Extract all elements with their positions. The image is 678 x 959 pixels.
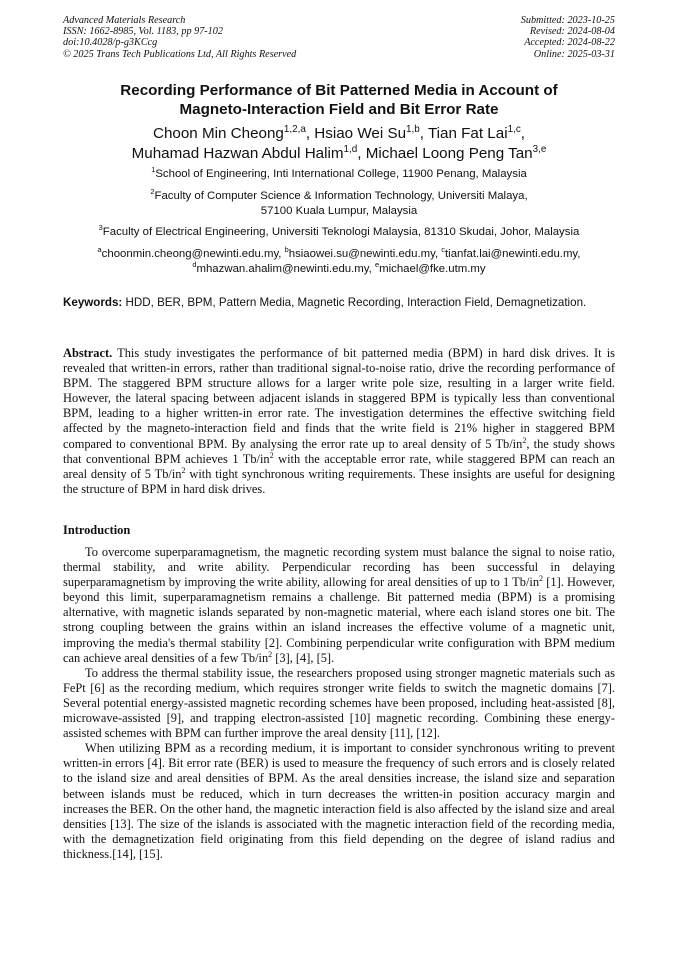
affiliation-2: $^2$Faculty of Computer Science & Information Technology, Universiti Malaya, 57100 Kuala Lumpur, Malaysia (150, 187, 528, 217)
journal-name: Advanced Materials Research (63, 15, 186, 26)
abstract: Abstract. This study investigates the performance of bit patterned media (BPM) in hard disk drives. It is revealed that written-in errors, rather than traditional signal-to-noise ratio, drive the recording performance of BPM. The staggered BPM structure allows for a larger write pole size, resulting in a larger write field. However, the lateral spacing between adjacent islands in staggered BPM is typically less than conventional BPM, leading to a higher written-in error rate. The investigation determines the effective switching field affected by the magneto-interaction field and finds that the write field is 21% higher in staggered BPM compared to conventional BPM. By analysing the error rate up to areal density of 5 $Tb/in^2$, the study shows that conventional BPM achieves 1 $Tb/in^2$ with the acceptable error rate, while staggered BPM can reach an areal density of 5 $Tb/in^2$ with tight synchronous writing requirements. These insights are useful for designing the structure of BPM in hard disk drives. (63, 346, 615, 496)
affiliation-1: $^1$School of Engineering, Inti International College, 11900 Penang, Malaysia (151, 165, 527, 180)
abstract-label: Abstract. (63, 346, 113, 360)
author-affiliation-sup: 3,e (532, 143, 547, 155)
author-line-2: Muhamad Hazwan Abdul Halim$^{1,d}$, Michael Loong Peng Tan$^{3,e}$ (131, 143, 547, 162)
author-list (63, 124, 615, 164)
author-affiliation-sup: 1,c (507, 123, 521, 135)
copyright-line: © 2025 Trans Tech Publications Ltd, All Rights Reserved (63, 48, 297, 60)
author-name: Muhamad Hazwan Abdul Halim (131, 145, 344, 162)
author-name: Hsiao Wei Su (314, 125, 407, 142)
paragraph: When utilizing BPM as a recording medium, it is important to consider synchronous writing to prevent written-in errors [4]. Bit error rate (BER) is used to measure the frequency of such errors and is closely related to the island size and areal densities of BPM. As the areal densities increase, the island size and separation between islands must be reduced, which in turn decreases the written-in position accuracy margin and increases the BER. On the other hand, the magnetic interaction field is also affected by the island size and areal densities [13]. The size of the islands is associated with the magnetic interaction field of the recording media, with the demagnetization field originating from this field depending on the degree of island radius and thickness.[14], [15]. (63, 741, 615, 861)
keywords (63, 296, 615, 311)
revised-date: Revised: 2024-08-04 (529, 26, 615, 38)
online-date: Online: 2025-03-31 (533, 48, 615, 60)
author-affiliation-sup: 1,2,a (283, 123, 306, 135)
author-affiliation-sup: 1,d (343, 143, 358, 155)
accepted-date: Accepted: 2024-08-22 (524, 37, 615, 49)
doi-line: doi:10.4028/p-g3KCcg (63, 37, 158, 49)
section-heading-introduction: Introduction (63, 523, 131, 537)
email-link[interactable]: tianfat.lai@newinti.edu.my, (445, 248, 581, 260)
email-link[interactable]: michael@fke.utm.my (379, 262, 486, 275)
keywords-label: Keywords: (63, 296, 123, 309)
author-name: Choon Min Cheong (153, 125, 284, 142)
author-name: Tian Fat Lai (427, 125, 508, 142)
submitted-date: Submitted: 2023-10-25 (520, 15, 615, 26)
title-line-2: Magneto-Interaction Field and Bit Error Rate (179, 101, 499, 118)
affiliation-3: $^3$Faculty of Electrical Engineering, Universiti Teknologi Malaysia, 81310 Skudai, Johor, Malaysia (98, 223, 580, 238)
author-emails: $^a$choonmin.cheong@newinti.edu.my, $^b$hsiaowei.su@newinti.edu.my, $^c$tianfat.lai@newinti.edu.my, $^d$mhazwan.ahalim@newinti.edu.my, $^e$michael@fke.utm.my (97, 245, 581, 275)
issn-line: ISSN: 1662-8985, Vol. 1183, pp 97-102 (63, 26, 223, 38)
author-affiliation-sup: 1,b (406, 123, 420, 135)
email-link[interactable]: mhazwan.ahalim@newinti.edu.my, (196, 262, 375, 275)
email-link[interactable]: choonmin.cheong@newinti.edu.my, (101, 248, 285, 260)
keywords-text: HDD, BER, BPM, Pattern Media, Magnetic Recording, Interaction Field, Demagnetization. (122, 296, 587, 309)
introduction-body (63, 545, 615, 862)
paragraph: To overcome superparamagnetism, the magnetic recording system must balance the signal to noise ratio, thermal stability, and write ability. Perpendicular recording has been successful in delaying superparamagnetism by improving the write ability, allowing for areal densities of up to 1 $Tb/in^2$ [1]. However, beyond this limit, superparamagnetism remains a challenge. Bit patterned media (BPM) is a promising alternative, with magnetic islands separated by non-magnetic material, where each island stores one bit. The strong coupling between the grains within an island increases the effective volume of a magnetic unit, improving the media's thermal stability [2]. Combining perpendicular write configuration with BPM medium can achieve areal densities of a few $Tb/in^2$ [3], [4], [5]. (63, 545, 615, 665)
journal-header (63, 15, 296, 60)
paragraph: To address the thermal stability issue, the researchers proposed using stronger magnetic materials such as FePt [6] as the recording medium, which requires stronger write fields to switch the magnetic domains [7]. Several potential energy-assisted magnetic recording schemes have been proposed, including heat-assisted [8], microwave-assisted [9], and trapping electron-assisted [10] magnetic recording. Combining these energy-assisted schemes with BPM can further improve the areal density [11], [12]. (63, 665, 615, 741)
author-name: Michael Loong Peng Tan (365, 145, 533, 162)
email-link[interactable]: hsiaowei.su@newinti.edu.my, (288, 248, 442, 260)
author-line-1: Choon Min Cheong$^{1,2,a}$, Hsiao Wei Su$^{1,b}$, Tian Fat Lai$^{1,c}$, (153, 123, 525, 142)
paper-title (63, 81, 615, 119)
dates-header (521, 15, 615, 60)
title-line-1: Recording Performance of Bit Patterned Media in Account of (120, 82, 558, 99)
